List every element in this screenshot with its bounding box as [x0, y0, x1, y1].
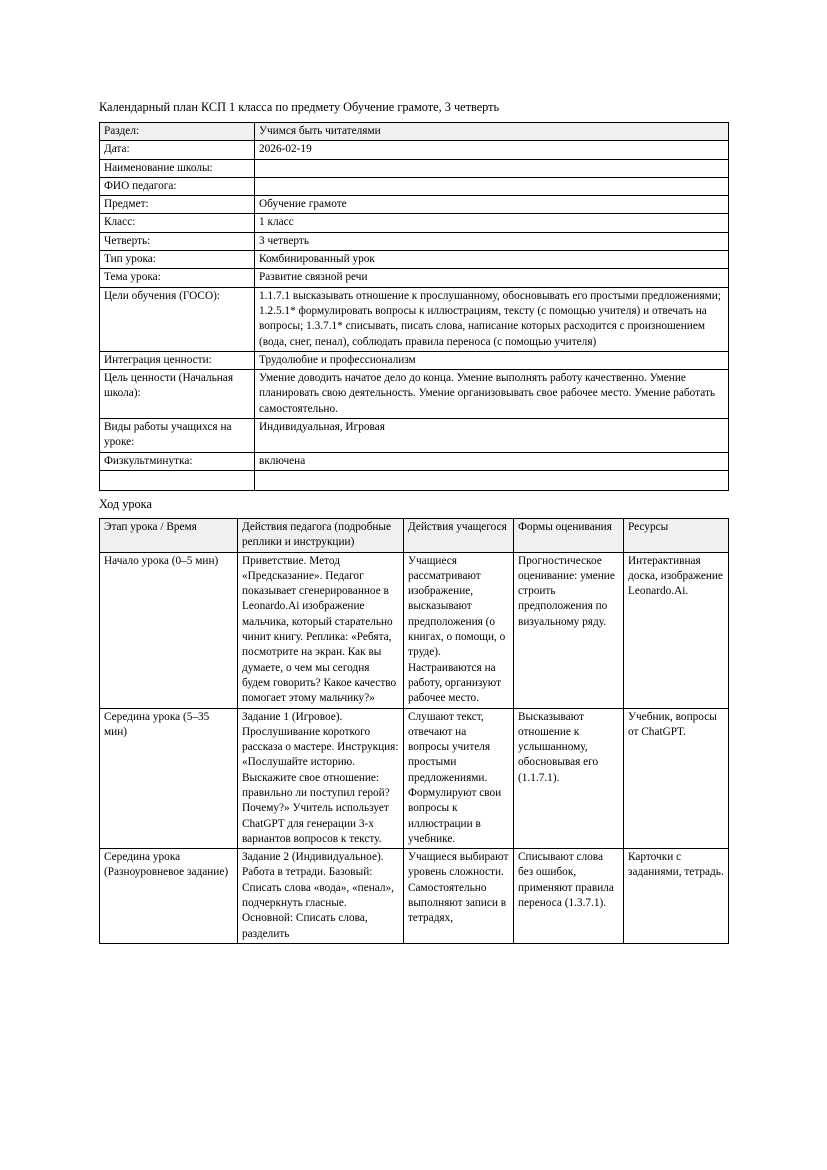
table-row: [100, 351, 729, 369]
column-header: Этап урока / Время: [100, 518, 238, 552]
flow-section-label: Ход урока: [99, 496, 152, 511]
info-row-value: [255, 470, 729, 490]
flow-cell-stage: Середина урока (Разноуровневое задание): [100, 849, 238, 944]
flow-cell-stage: Середина урока (5–35 мин): [100, 708, 238, 849]
lesson-info-table: [99, 122, 729, 491]
info-row-value: Учимся быть читателями: [255, 123, 729, 141]
flow-cell-teacher-actions: Приветствие. Метод «Предсказание». Педагог показывает сгенерированное в Leonardo.Ai изображение мальчика, который старательно чинит книгу. Реплика: «Ребята, посмотрите на экран. Как вы думаете, о чем мы сегодня будем говорить? Какое качество помогает этому мальчику?»: [238, 552, 404, 708]
info-row-value: Умение доводить начатое дело до конца. Умение выполнять работу качественно. Умение планировать свою деятельность. Умение организовывать свое рабочее место. Умение работать самостоятельно.: [255, 370, 729, 419]
table-row: [100, 269, 729, 287]
info-row-label: [100, 470, 255, 490]
flow-cell-teacher-actions: Задание 2 (Индивидуальное). Работа в тетради. Базовый: Списать слова «вода», «пенал», подчеркнуть гласные. Основной: Списать слова, разделить: [238, 849, 404, 944]
info-row-label: Четверть:: [100, 232, 255, 250]
table-row: [100, 177, 729, 195]
flow-cell-teacher-actions: Задание 1 (Игровое). Прослушивание короткого рассказа о мастере. Инструкция: «Послушайте историю. Выскажите свое отношение: правильно ли поступил герой? Почему?» Учитель использует ChatGPT для генерации 3-х вариантов вопросов к тексту.: [238, 708, 404, 849]
table-row: [100, 159, 729, 177]
info-row-value: Трудолюбие и профессионализм: [255, 351, 729, 369]
page-title: Календарный план КСП 1 класса по предмету Обучение грамоте, 3 четверть: [99, 100, 500, 114]
info-row-value: 2026-02-19: [255, 141, 729, 159]
table-row: [100, 708, 729, 849]
info-row-value: Развитие связной речи: [255, 269, 729, 287]
info-row-label: Наименование школы:: [100, 159, 255, 177]
info-row-value: включена: [255, 452, 729, 470]
table-row: [100, 287, 729, 351]
table-row: [100, 251, 729, 269]
table-row: [100, 232, 729, 250]
table-row: [100, 196, 729, 214]
flow-cell-student-actions: Учащиеся рассматривают изображение, высказывают предположения (о книгах, о помощи, о труде). Настраиваются на работу, организуют рабочее место.: [404, 552, 514, 708]
info-row-value: [255, 159, 729, 177]
column-header: Ресурсы: [624, 518, 729, 552]
table-header-row: [100, 518, 729, 552]
table-row: [100, 849, 729, 944]
info-row-label: Тема урока:: [100, 269, 255, 287]
info-row-value: Индивидуальная, Игровая: [255, 419, 729, 453]
info-row-label: Цель ценности (Начальная школа):: [100, 370, 255, 419]
flow-cell-resources: Учебник, вопросы от ChatGPT.: [624, 708, 729, 849]
info-row-value: 3 четверть: [255, 232, 729, 250]
table-row: [100, 419, 729, 453]
lesson-flow-table-head: [100, 518, 729, 552]
table-row: [100, 470, 729, 490]
flow-cell-assessment: Высказывают отношение к услышанному, обосновывая его (1.1.7.1).: [514, 708, 624, 849]
info-row-label: Интеграция ценности:: [100, 351, 255, 369]
info-row-label: Виды работы учащихся на уроке:: [100, 419, 255, 453]
info-row-value: [255, 177, 729, 195]
flow-cell-student-actions: Слушают текст, отвечают на вопросы учителя простыми предложениями. Формулируют свои вопросы к иллюстрации в учебнике.: [404, 708, 514, 849]
flow-cell-resources: Карточки с заданиями, тетрадь.: [624, 849, 729, 944]
lesson-info-table-body: [100, 123, 729, 491]
info-row-label: Цели обучения (ГОСО):: [100, 287, 255, 351]
info-row-label: ФИО педагога:: [100, 177, 255, 195]
info-row-value: 1.1.7.1 высказывать отношение к прослушанному, обосновывать его простыми предложениями; 1.2.5.1* формулировать вопросы к иллюстрациям, тексту (с помощью учителя) и отвечать на вопросы; 1.3.7.1* списывать, писать слова, написание которых расходится с произношением (вода, снег, пенал), соблюдать правила переноса (с помощью учителя): [255, 287, 729, 351]
info-row-label: Физкультминутка:: [100, 452, 255, 470]
flow-cell-assessment: Прогностическое оценивание: умение строить предположения по визуальному ряду.: [514, 552, 624, 708]
info-row-label: Предмет:: [100, 196, 255, 214]
column-header: Формы оценивания: [514, 518, 624, 552]
table-row: [100, 370, 729, 419]
column-header: Действия учащегося: [404, 518, 514, 552]
table-row: [100, 552, 729, 708]
table-row: [100, 123, 729, 141]
info-row-label: Тип урока:: [100, 251, 255, 269]
info-row-value: Обучение грамоте: [255, 196, 729, 214]
flow-cell-student-actions: Учащиеся выбирают уровень сложности. Самостоятельно выполняют записи в тетрадях,: [404, 849, 514, 944]
info-row-value: Комбинированный урок: [255, 251, 729, 269]
flow-cell-assessment: Списывают слова без ошибок, применяют правила переноса (1.3.7.1).: [514, 849, 624, 944]
table-row: [100, 214, 729, 232]
table-row: [100, 141, 729, 159]
info-row-label: Раздел:: [100, 123, 255, 141]
column-header: Действия педагога (подробные реплики и инструкции): [238, 518, 404, 552]
info-row-label: Дата:: [100, 141, 255, 159]
table-row: [100, 452, 729, 470]
flow-cell-stage: Начало урока (0–5 мин): [100, 552, 238, 708]
flow-cell-resources: Интерактивная доска, изображение Leonardo.Ai.: [624, 552, 729, 708]
lesson-flow-table: [99, 518, 729, 944]
info-row-label: Класс:: [100, 214, 255, 232]
lesson-flow-table-body: [100, 552, 729, 943]
info-row-value: 1 класс: [255, 214, 729, 232]
